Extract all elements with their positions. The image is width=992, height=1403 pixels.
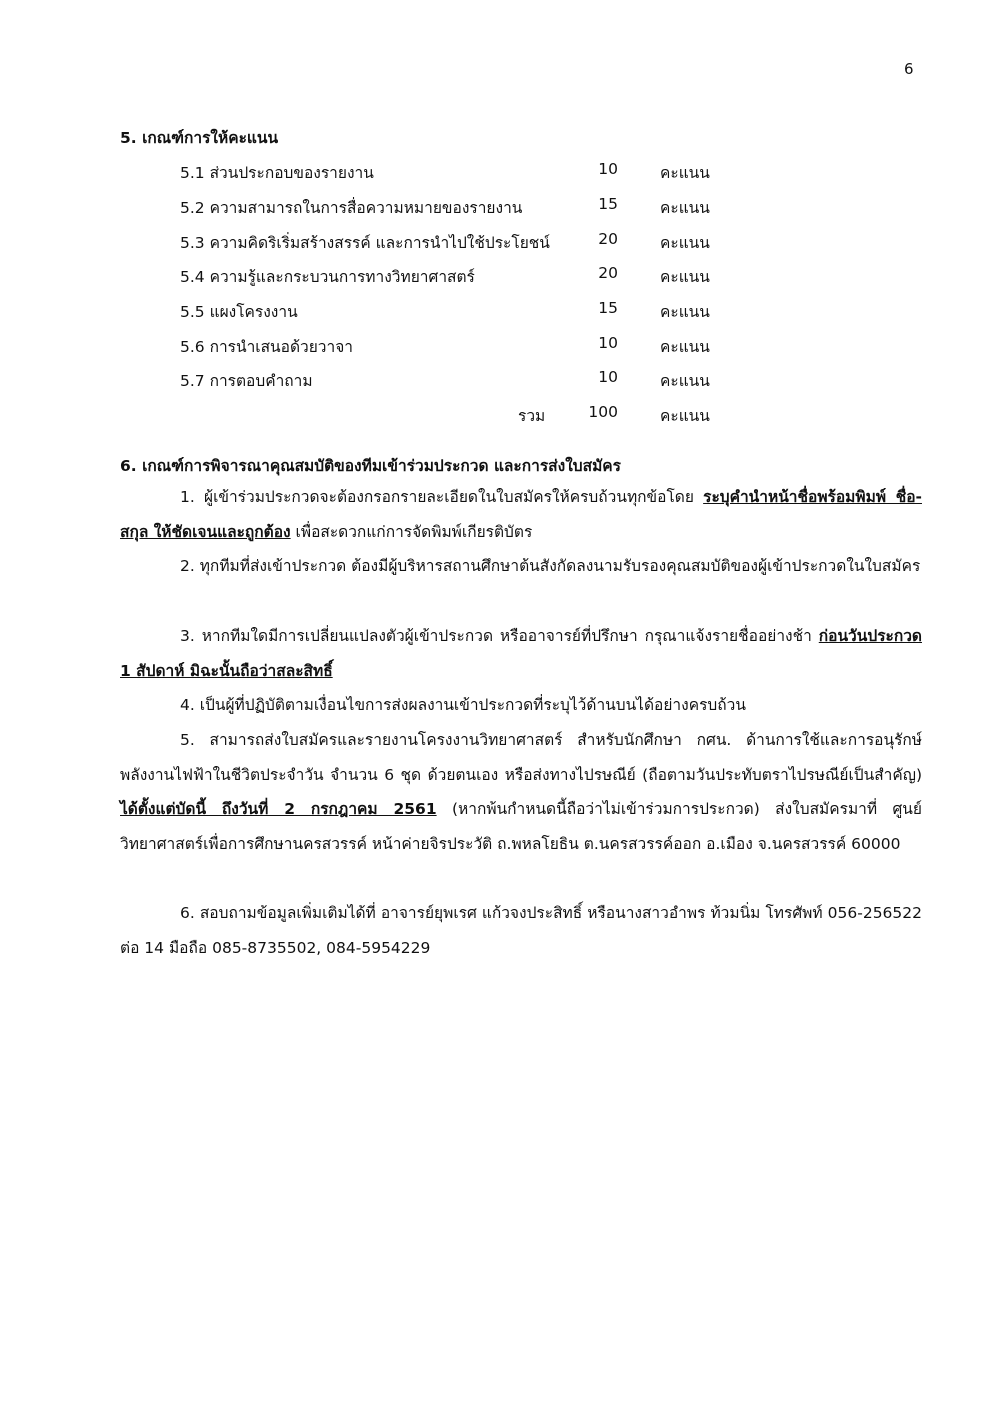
criterion-label: 5.5 แผงโครงงาน <box>180 303 298 321</box>
criterion-label: 5.7 การตอบคำถาม <box>180 372 313 390</box>
section-5-heading: 5. เกณฑ์การให้คะแนน <box>120 129 279 147</box>
paragraph-4 <box>120 688 922 723</box>
points-unit: คะแนน <box>660 338 710 356</box>
section-6-heading: 6. เกณฑ์การพิจารณาคุณสมบัติของทีมเข้าร่วมประกวด และการส่งใบสมัคร <box>120 457 621 475</box>
paragraph-5-emphasis: ได้ตั้งแต่บัดนี้ ถึงวันที่ 2 กรกฎาคม 2561 <box>120 800 437 818</box>
criterion-points: 10 <box>598 334 618 352</box>
points-unit: คะแนน <box>660 407 710 425</box>
points-unit: คะแนน <box>660 164 710 182</box>
score-row <box>180 160 740 186</box>
paragraph-4-text: 4. เป็นผู้ที่ปฏิบัติตามเงื่อนไขการส่งผลงานเข้าประกวดที่ระบุไว้ด้านบนได้อย่างครบถ้วน <box>180 696 746 714</box>
paragraph-2 <box>120 549 922 584</box>
paragraph-1-emphasis: ระบุคำนำหน้าชื่อพร้อมพิมพ์ ชื่อ-สกุล ให้ชัดเจนและถูกต้อง <box>120 488 922 541</box>
paragraph-6 <box>120 896 922 965</box>
paragraph-3 <box>120 619 922 688</box>
paragraph-2-text: 2. ทุกทีมที่ส่งเข้าประกวด ต้องมีผู้บริหารสถานศึกษาต้นสังกัดลงนามรับรองคุณสมบัติของผู้เข้าประกวดในใบสมัคร <box>180 557 921 575</box>
points-unit: คะแนน <box>660 303 710 321</box>
criterion-label: 5.1 ส่วนประกอบของรายงาน <box>180 164 374 182</box>
paragraph-5-tail: (หากพ้นกำหนดนี้ถือว่าไม่เข้าร่วมการประกวด) ส่งใบสมัครมาที่ ศูนย์วิทยาศาสตร์เพื่อการศึกษานครสวรรค์ หน้าค่ายจิรประวัติ ถ.พหลโยธิน ต.นครสวรรค์ออก อ.เมือง จ.นครสวรรค์ 60000 <box>120 800 922 853</box>
score-row <box>180 264 740 290</box>
score-row <box>180 368 740 394</box>
paragraph-1-tail: เพื่อสะดวกแก่การจัดพิมพ์เกียรติบัตร <box>290 522 533 541</box>
paragraph-1 <box>120 480 922 549</box>
total-row <box>180 403 740 429</box>
paragraph-3-emphasis: ก่อนวันประกวด 1 สัปดาห์ มิฉะนั้นถือว่าสละสิทธิ์ <box>120 627 922 680</box>
criterion-label: 5.2 ความสามารถในการสื่อความหมายของรายงาน <box>180 199 523 217</box>
score-row <box>180 195 740 221</box>
criterion-points: 10 <box>598 160 618 178</box>
criterion-label: 5.3 ความคิดริเริ่มสร้างสรรค์ และการนำไปใช้ประโยชน์ <box>180 234 550 252</box>
score-row <box>180 334 740 360</box>
total-label: รวม <box>518 407 546 425</box>
total-points: 100 <box>588 403 618 421</box>
page-number: 6 <box>904 60 914 78</box>
criterion-label: 5.6 การนำเสนอด้วยวาจา <box>180 338 353 356</box>
score-row <box>180 299 740 325</box>
score-row <box>180 230 740 256</box>
criterion-points: 20 <box>598 230 618 248</box>
paragraph-3-text: 3. หากทีมใดมีการเปลี่ยนแปลงตัวผู้เข้าประกวด หรืออาจารย์ที่ปรึกษา กรุณาแจ้งรายชื่ออย่างช้า <box>180 627 819 645</box>
paragraph-5 <box>120 723 922 861</box>
points-unit: คะแนน <box>660 199 710 217</box>
criterion-points: 15 <box>598 195 618 213</box>
points-unit: คะแนน <box>660 268 710 286</box>
criterion-points: 15 <box>598 299 618 317</box>
criterion-points: 20 <box>598 264 618 282</box>
paragraph-1-text: 1. ผู้เข้าร่วมประกวดจะต้องกรอกรายละเอียดในใบสมัครให้ครบถ้วนทุกข้อโดย <box>180 488 704 506</box>
criterion-points: 10 <box>598 368 618 386</box>
paragraph-6-text: 6. สอบถามข้อมูลเพิ่มเติมได้ที่ อาจารย์ยุพเรศ แก้วจงประสิทธิ์ หรือนางสาวอำพร ท้วมนิ่ม โทรศัพท์ 056-256522 ต่อ 14 มือถือ 085-8735502, 084-5954229 <box>120 904 922 957</box>
points-unit: คะแนน <box>660 234 710 252</box>
paragraph-5-text: 5. สามารถส่งใบสมัครและรายงานโครงงานวิทยาศาสตร์ สำหรับนักศึกษา กศน. ด้านการใช้และการอนุรักษ์พลังงานไฟฟ้าในชีวิตประจำวัน จำนวน 6 ชุด ด้วยตนเอง หรือส่งทางไปรษณีย์ (ถือตามวันประทับตราไปรษณีย์เป็นสำคัญ) <box>120 731 922 784</box>
points-unit: คะแนน <box>660 372 710 390</box>
criterion-label: 5.4 ความรู้และกระบวนการทางวิทยาศาสตร์ <box>180 268 475 286</box>
